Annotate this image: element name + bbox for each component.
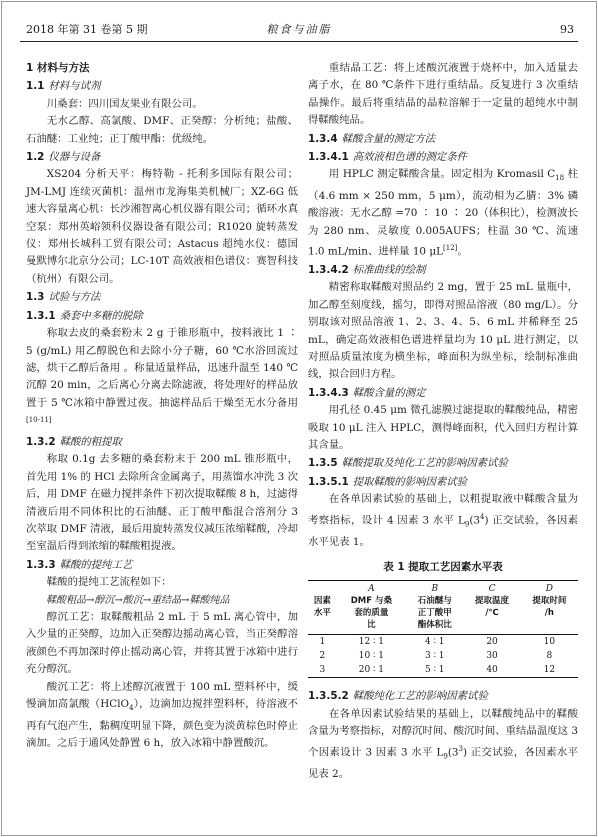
table-cell: 8 (546, 651, 553, 662)
table-cell: B (406, 581, 463, 596)
issue-label: 2018 年第 31 卷第 5 期 (26, 23, 148, 36)
table-cell: 因素 水平 (308, 595, 337, 635)
table-cell: 10 ∶ 1 (358, 651, 385, 662)
paragraph: 川桑套：四川国友果业有限公司。 (46, 97, 203, 110)
table-cell (308, 581, 337, 596)
citation: [10-11] (26, 416, 52, 425)
subsection-heading: 1.3.5.2 鞣酸纯化工艺的影响因素试验 (308, 690, 488, 703)
paragraph: 醇沉工艺：取鞣酸粗品 2 mL 于 5 mL 离心管中，加入少量的正癸醇，边加入正癸醇边摇动离心管，当正癸醇溶液颜色不再加深时停止摇动离心管，并将其置于冰箱中进行充分醇沉。 (26, 611, 298, 676)
paragraph: 鞣酸的提纯工艺流程如下： (46, 576, 172, 589)
table-cell: 3 (308, 663, 337, 678)
subsection-heading: 1.3.4.1 高效液相色谱的测定条件 (308, 151, 468, 164)
table-cell: 石油醚与 正丁酸甲 酯体积比 (406, 595, 463, 635)
table-cell: 1 (319, 637, 326, 648)
right-column (308, 60, 578, 783)
table-cell: 提取温度 /℃ (463, 595, 520, 635)
left-column (26, 60, 298, 752)
paragraph: 称取去皮的桑套粉末 2 g 于锥形瓶中，按料液比 1 ∶ 5 (g/mL) 用乙醇脱色和去除小分子糖，60 ℃水浴回流过滤，烘干乙醇后备用 。称量适量样品，迅速升温至 140 ℃沉醇 20 min，之后离心分离去除滤液，将处理好的样品放置于 5 ℃冰箱中静置过夜。抽滤样品后干燥至无水分备用[10-11] (26, 327, 298, 425)
page-number: 93 (560, 23, 574, 36)
table-cell: 4 ∶ 1 (425, 637, 445, 648)
subsection-heading: 1.2 仪器与设备 (26, 151, 101, 164)
process-flow: 鞣酸粗品→醇沉→酸沉→重结晶→鞣酸纯品 (46, 594, 230, 606)
table-row (308, 635, 578, 650)
paragraph: 重结晶工艺：将上述酸沉液置于烧杯中，加入适量去离子水，在 80 ℃条件下进行重结晶。反复进行 3 次重结晶操作。最后将重结晶的晶粒溶解于一定量的超纯水中制得鞣酸纯品。 (308, 62, 578, 127)
subsection-heading: 1.3.3 鞣酸的提纯工艺 (26, 558, 133, 571)
table-cell: 2 (319, 651, 326, 662)
paragraph: 精密称取鞣酸对照品约 2 mg，置于 25 mL 量瓶中，加乙醇至刻度线，摇匀，即得对照品溶液（80 mg/L）。分别取该对照品溶液 1、2、3、4、5、6 mL 并稀释至 25 mL，确定高效液相色谱进样量均为 10 μL 进行测定，以对照品质量浓度为横坐标，峰面积为纵坐标，绘制标准曲线，拟合回归方程。 (308, 281, 578, 381)
paragraph: 酸沉工艺：将上述醇沉液置于 100 mL 塑料杯中，缓慢滴加高氯酸（HClO$_4$），边滴加边搅拌塑料杯，待溶液不再有气泡产生，黏稠度明显下降，颜色变为淡黄棕色时停止滴加。之后于通风处静置 6 h，放入冰箱中静置酸沉。 (26, 680, 298, 749)
table-cell: 12 (521, 663, 578, 678)
subsection-heading: 1.3 试验与方法 (26, 291, 101, 304)
citation: [12] (443, 244, 458, 253)
factor-level-table (308, 580, 578, 678)
table-row (308, 663, 578, 678)
table-cell: 3 ∶ 1 (425, 651, 445, 662)
table-cell: 提取时间 /h (521, 595, 578, 635)
section-heading: 1 材料与方法 (26, 62, 90, 74)
paragraph: XS204 分析天平：梅特勒 - 托利多国际有限公司；JM-LMJ 连续灭菌机：温州市龙海集美机械厂；XZ-6G 低速大容量离心机：长沙湘智离心机仪器有限公司；循环水真空泵：郑州英峪领科仪器设备有限公司；R1020 旋转蒸发仪：郑州长城科工贸有限公司；Astacus 超纯水仪：德国曼默博尔北京分公司；LC-10T 高效液相色谱仪：赛智科技（杭州）有限公司。 (26, 168, 298, 285)
subsection-heading: 1.3.5 鞣酸提取及纯化工艺的影响因素试验 (308, 457, 508, 470)
paragraph: 在各单因素试验结果的基础上，以鞣酸纯品中的鞣酸含量为考察指标，对醇沉时间、酸沉时间、重结晶温度这 3 个因素设计 3 因素 3 水平 $L_9(3^3)$ 正交试验，各因素水平见表 2。 (308, 707, 578, 780)
table-factor-letters (308, 581, 578, 596)
paragraph: 用 HPLC 测定鞣酸含量。固定相为 Kromasil $C_{18}$ 柱（4.6 mm × 250 mm，5 μm），流动相为乙腈：3% 磷酸溶液：无水乙醇 =70 ∶ 10 ∶ 20（体积比），检测波长为 280 nm、灵敏度 0.005AUFS；柱温 30 ℃、流速 1.0 mL/min、进样量 10 μL[12]。 (308, 168, 578, 258)
table-cell: 30 (486, 651, 498, 662)
table-header-row (308, 595, 578, 635)
paragraph: 用孔径 0.45 μm 微孔滤膜过滤提取的鞣酸纯品，精密吸取 10 μL 注入 HPLC，测得峰面积，代入回归方程计算其含量。 (308, 404, 578, 452)
table-cell: C (463, 581, 520, 596)
table-title: 表 1 提取工艺因素水平表 (383, 561, 503, 574)
table-cell: D (521, 581, 578, 596)
table-cell: 40 (463, 663, 520, 678)
paragraph: 在各单因素试验的基础上，以粗提取液中鞣酸含量为考察指标，设计 4 因素 3 水平 $L_9(3^4)$ 正交试验，各因素水平见表 1。 (308, 493, 578, 548)
table-cell: DMF 与桑 套的质量 比 (337, 595, 407, 635)
table-cell: 5 ∶ 1 (406, 663, 463, 678)
running-header (20, 20, 578, 42)
journal-name: 粮食与油脂 (266, 23, 332, 36)
table-cell: 20 ∶ 1 (337, 663, 407, 678)
table-row (308, 649, 578, 663)
journal-page (1, 1, 597, 836)
table-cell: 10 (543, 637, 556, 648)
subsection-heading: 1.3.4.2 标准曲线的绘制 (308, 264, 426, 277)
table-cell: A (337, 581, 407, 596)
paragraph: 无水乙醇、高氯酸、DMF、正癸醇：分析纯；盐酸、石油醚：工业纯；正丁酸甲酯：优级纯。 (26, 115, 298, 145)
subsection-heading: 1.3.4 鞣酸含量的测定方法 (308, 132, 436, 145)
subsection-heading: 1.3.1 桑套中多糖的脱除 (26, 309, 143, 322)
paragraph: 称取 0.1g 去多糖的桑套粉末于 200 mL 锥形瓶中，首先用 1% 的 HCl 去除所含金属离子，用蒸馏水冲洗 3 次后，用 DMF 在磁力搅拌条件下初次提取鞣酸 8 h，过滤得清液后用不同体积比的石油醚、正丁酸甲酯混合溶剂分 3 次萃取 DMF 清液，最后用旋转蒸发仪减压浓缩鞣酸，冷却至室温后得到浓缩的鞣酸粗提液。 (26, 453, 298, 553)
subsection-heading: 1.3.4.3 鞣酸含量的测定 (308, 386, 426, 399)
subsection-heading: 1.3.5.1 提取鞣酸的影响因素试验 (308, 475, 468, 488)
table-cell: 12 ∶ 1 (358, 637, 385, 648)
subsection-heading: 1.3.2 鞣酸的粗提取 (26, 436, 122, 448)
table-cell: 20 (486, 637, 498, 648)
subsection-heading: 1.1 材料与试剂 (26, 80, 101, 93)
